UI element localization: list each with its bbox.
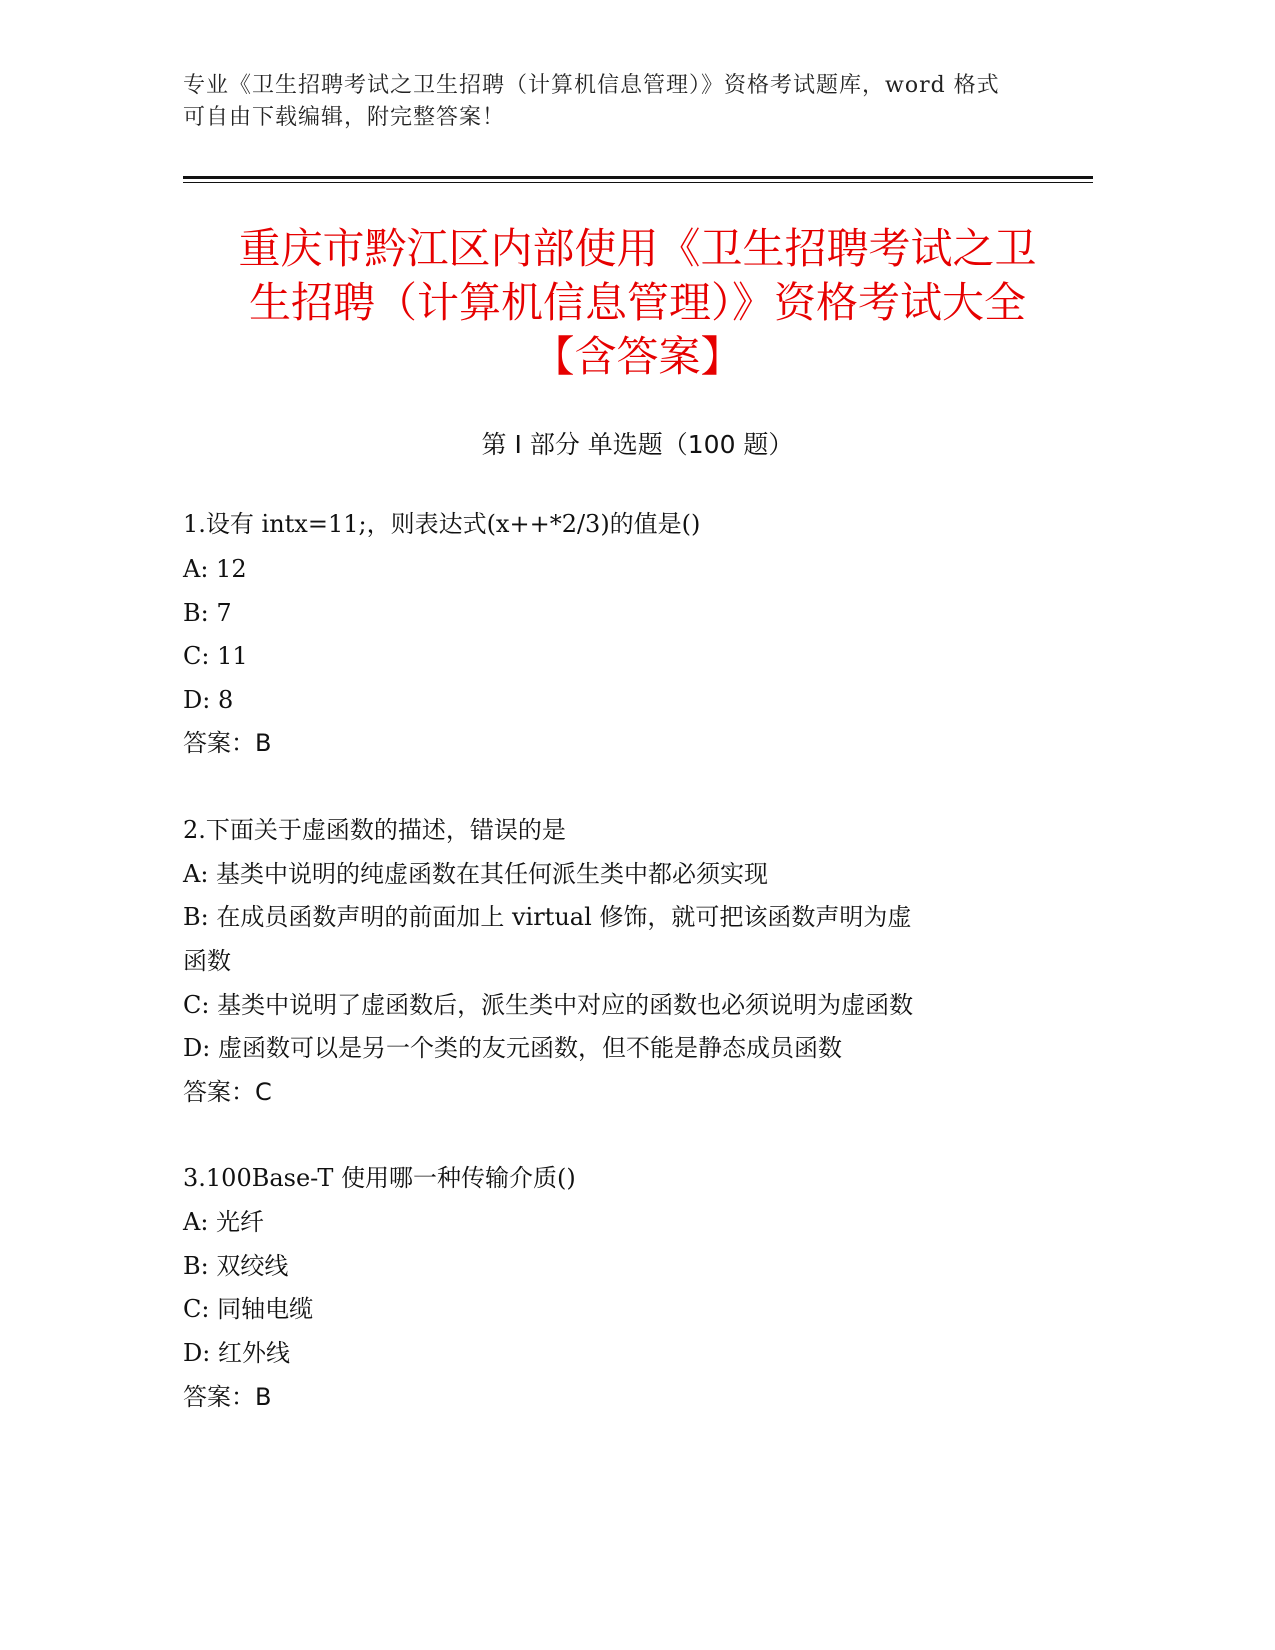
question-3-option-c: C: 同轴电缆 <box>183 1295 314 1323</box>
question-2-option-b: B: 在成员函数声明的前面加上 virtual 修饰，就可把该函数声明为虚 <box>183 903 912 931</box>
header-rule-thick <box>183 176 1093 179</box>
question-2-answer: 答案：C <box>183 1078 272 1106</box>
question-1-option-d: D: 8 <box>183 686 234 714</box>
question-1-option-b: B: 7 <box>183 599 232 627</box>
question-1-option-a: A: 12 <box>183 555 247 583</box>
document-title-line-2: 生招聘（计算机信息管理）》资格考试大全 <box>248 278 1026 327</box>
question-1-stem: 1.设有 intx=11;，则表达式(x++*2/3)的值是() <box>183 510 701 538</box>
question-2-option-d: D: 虚函数可以是另一个类的友元函数，但不能是静态成员函数 <box>183 1034 842 1062</box>
header-note-line-1: 专业《卫生招聘考试之卫生招聘（计算机信息管理）》资格考试题库，word 格式 <box>183 73 1000 98</box>
question-3-answer: 答案：B <box>183 1383 272 1411</box>
question-2-option-c: C: 基类中说明了虚函数后，派生类中对应的函数也必须说明为虚函数 <box>183 991 914 1019</box>
question-3-stem: 3.100Base-T 使用哪一种传输介质() <box>183 1164 576 1192</box>
question-3-option-a: A: 光纤 <box>183 1208 265 1236</box>
section-title: 第 I 部分 单选题（100 题） <box>481 430 794 459</box>
header-rule-thin <box>183 182 1093 183</box>
question-2-stem: 2.下面关于虚函数的描述，错误的是 <box>183 816 566 844</box>
document-title <box>150 222 1125 384</box>
question-3-option-d: D: 红外线 <box>183 1339 290 1367</box>
question-1-option-c: C: 11 <box>183 642 248 670</box>
document-title-line-1: 重庆市黔江区内部使用《卫生招聘考试之卫 <box>238 224 1037 273</box>
question-2-option-a: A: 基类中说明的纯虚函数在其任何派生类中都必须实现 <box>183 860 769 888</box>
document-title-line-3: 【含答案】 <box>532 332 743 381</box>
question-2-option-b-continued: 函数 <box>183 947 231 975</box>
header-note <box>183 70 1063 134</box>
header-note-line-2: 可自由下载编辑，附完整答案！ <box>183 105 506 130</box>
question-3-option-b: B: 双绞线 <box>183 1252 289 1280</box>
question-1-answer: 答案：B <box>183 729 272 757</box>
